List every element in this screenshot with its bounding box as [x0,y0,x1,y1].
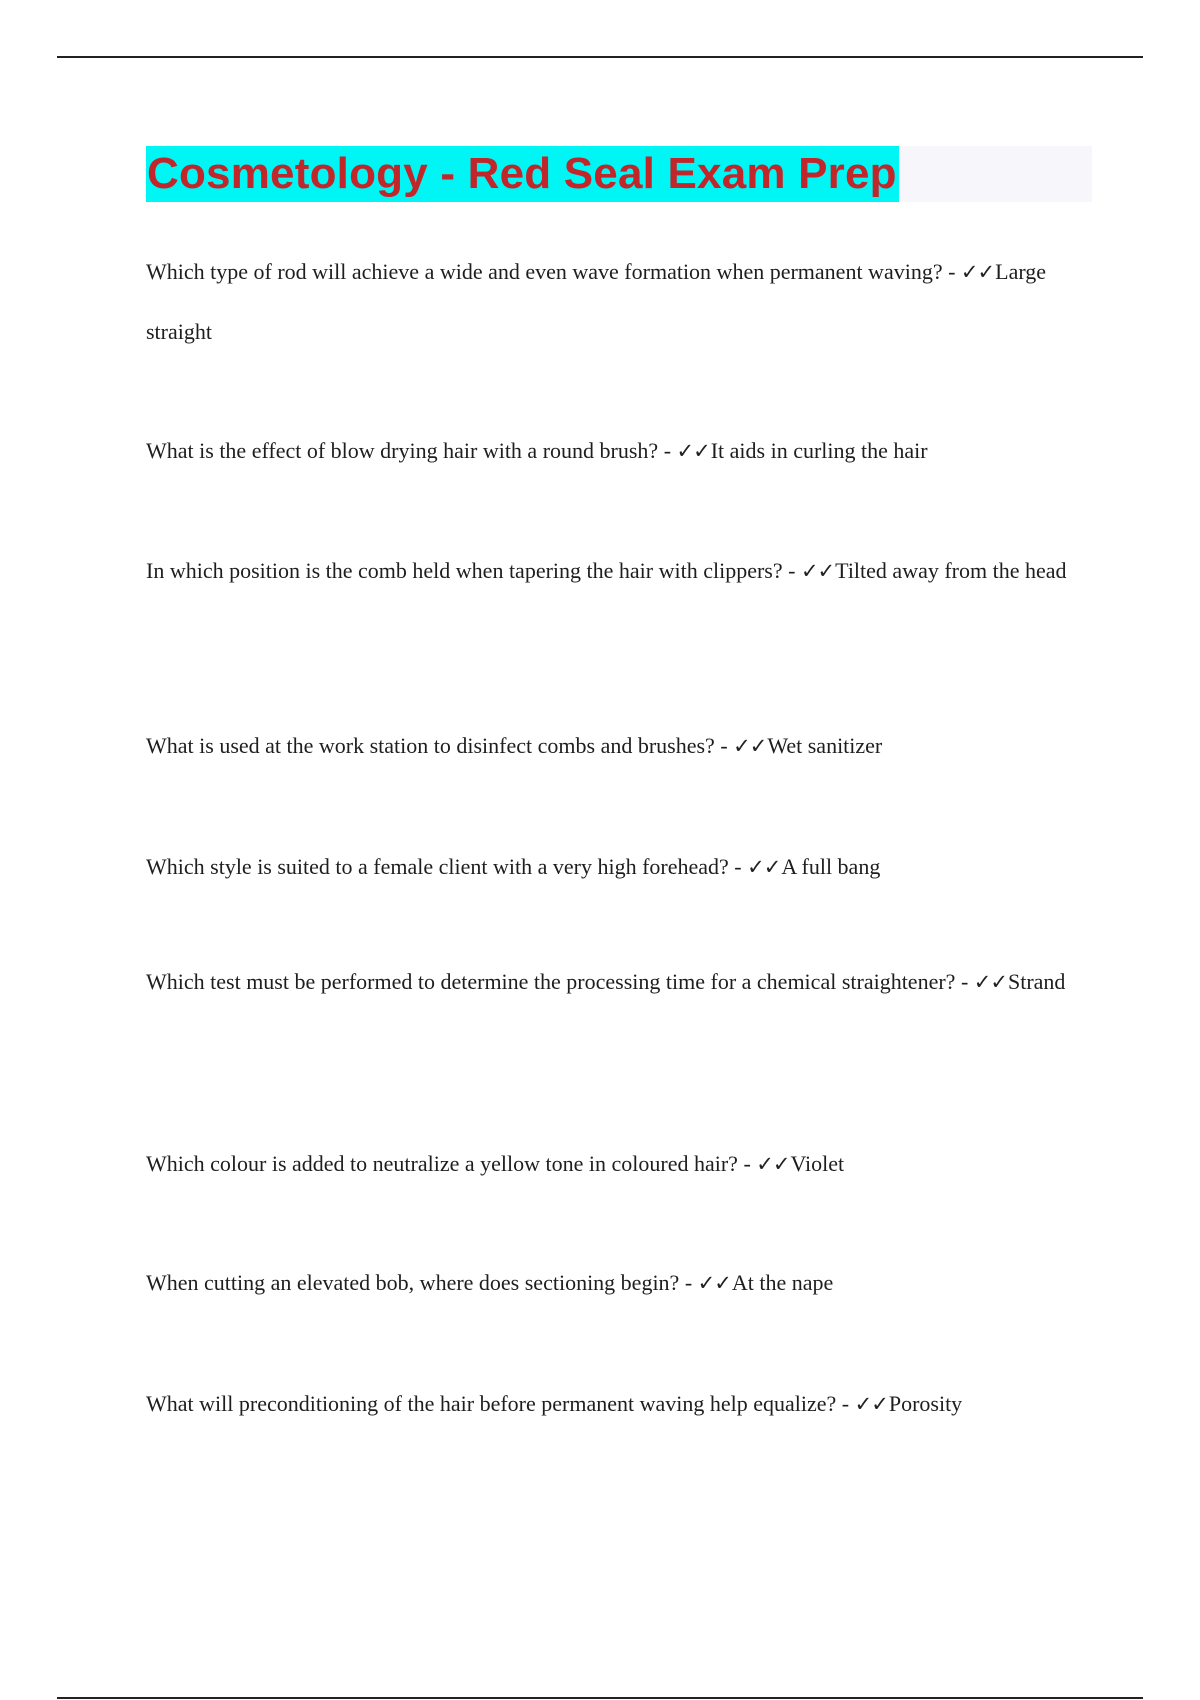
double-check-icon: ✓✓ [973,970,1007,994]
question-text: What is used at the work station to disinfect combs and brushes? [146,733,715,758]
answer-text [855,1391,963,1416]
qa-item-7 [146,1134,1086,1194]
separator: - [714,733,734,758]
separator: - [679,1270,698,1295]
double-check-icon: ✓✓ [960,260,995,284]
question-text: Which colour is added to neutralize a yellow tone in coloured hair? [146,1151,738,1176]
answer-value: Porosity [888,1391,963,1416]
answer-value: Large straight [146,259,1047,344]
document-title: Cosmetology - Red Seal Exam Prep [146,146,899,202]
question-text: Which style is suited to a female client with a very high forehead? [146,854,729,879]
answer-value: Wet sanitizer [767,733,883,758]
footer-rule [57,1697,1143,1699]
double-check-icon: ✓✓ [747,855,781,879]
answer-text [677,438,928,463]
question-text: What is the effect of blow drying hair with a round brush? [146,438,659,463]
answer-value: A full bang [781,854,881,879]
separator: - [942,259,961,284]
question-text: When cutting an elevated bob, where does sectioning begin? [146,1270,680,1295]
double-check-icon: ✓✓ [733,734,767,758]
separator: - [782,558,801,583]
double-check-icon: ✓✓ [756,1152,790,1176]
qa-item-3 [146,541,1086,601]
double-check-icon: ✓✓ [676,439,710,463]
answer-value: Tilted away from the head [835,558,1067,583]
answer-text [747,854,880,879]
question-text: Which test must be performed to determine the processing time for a chemical straightener? [146,969,956,994]
header-rule [57,56,1143,58]
double-check-icon: ✓✓ [800,559,835,583]
qa-item-8 [146,1253,1086,1313]
separator: - [836,1391,855,1416]
qa-item-2 [146,421,1086,481]
question-text: Which type of rod will achieve a wide and even wave formation when permanent waving? [146,259,943,284]
title-block [146,146,1092,202]
answer-value: Strand [1007,969,1066,994]
qa-item-4 [146,716,1086,776]
answer-text [974,969,1066,994]
separator: - [728,854,748,879]
answer-text [801,558,1067,583]
qa-item-1 [146,242,1086,362]
answer-value: At the nape [731,1270,834,1295]
qa-item-9 [146,1374,1086,1434]
qa-item-5 [146,837,1086,897]
answer-text [733,733,882,758]
question-text: In which position is the comb held when tapering the hair with clippers? [146,558,783,583]
answer-text [698,1270,834,1295]
separator: - [737,1151,757,1176]
qa-item-6 [146,952,1086,1012]
double-check-icon: ✓✓ [697,1271,731,1295]
separator: - [955,969,974,994]
answer-value: Violet [790,1151,845,1176]
double-check-icon: ✓✓ [854,1392,888,1416]
answer-value: It aids in curling the hair [710,438,928,463]
separator: - [658,438,677,463]
question-text: What will preconditioning of the hair before permanent waving help equalize? [146,1391,837,1416]
answer-text [756,1151,844,1176]
